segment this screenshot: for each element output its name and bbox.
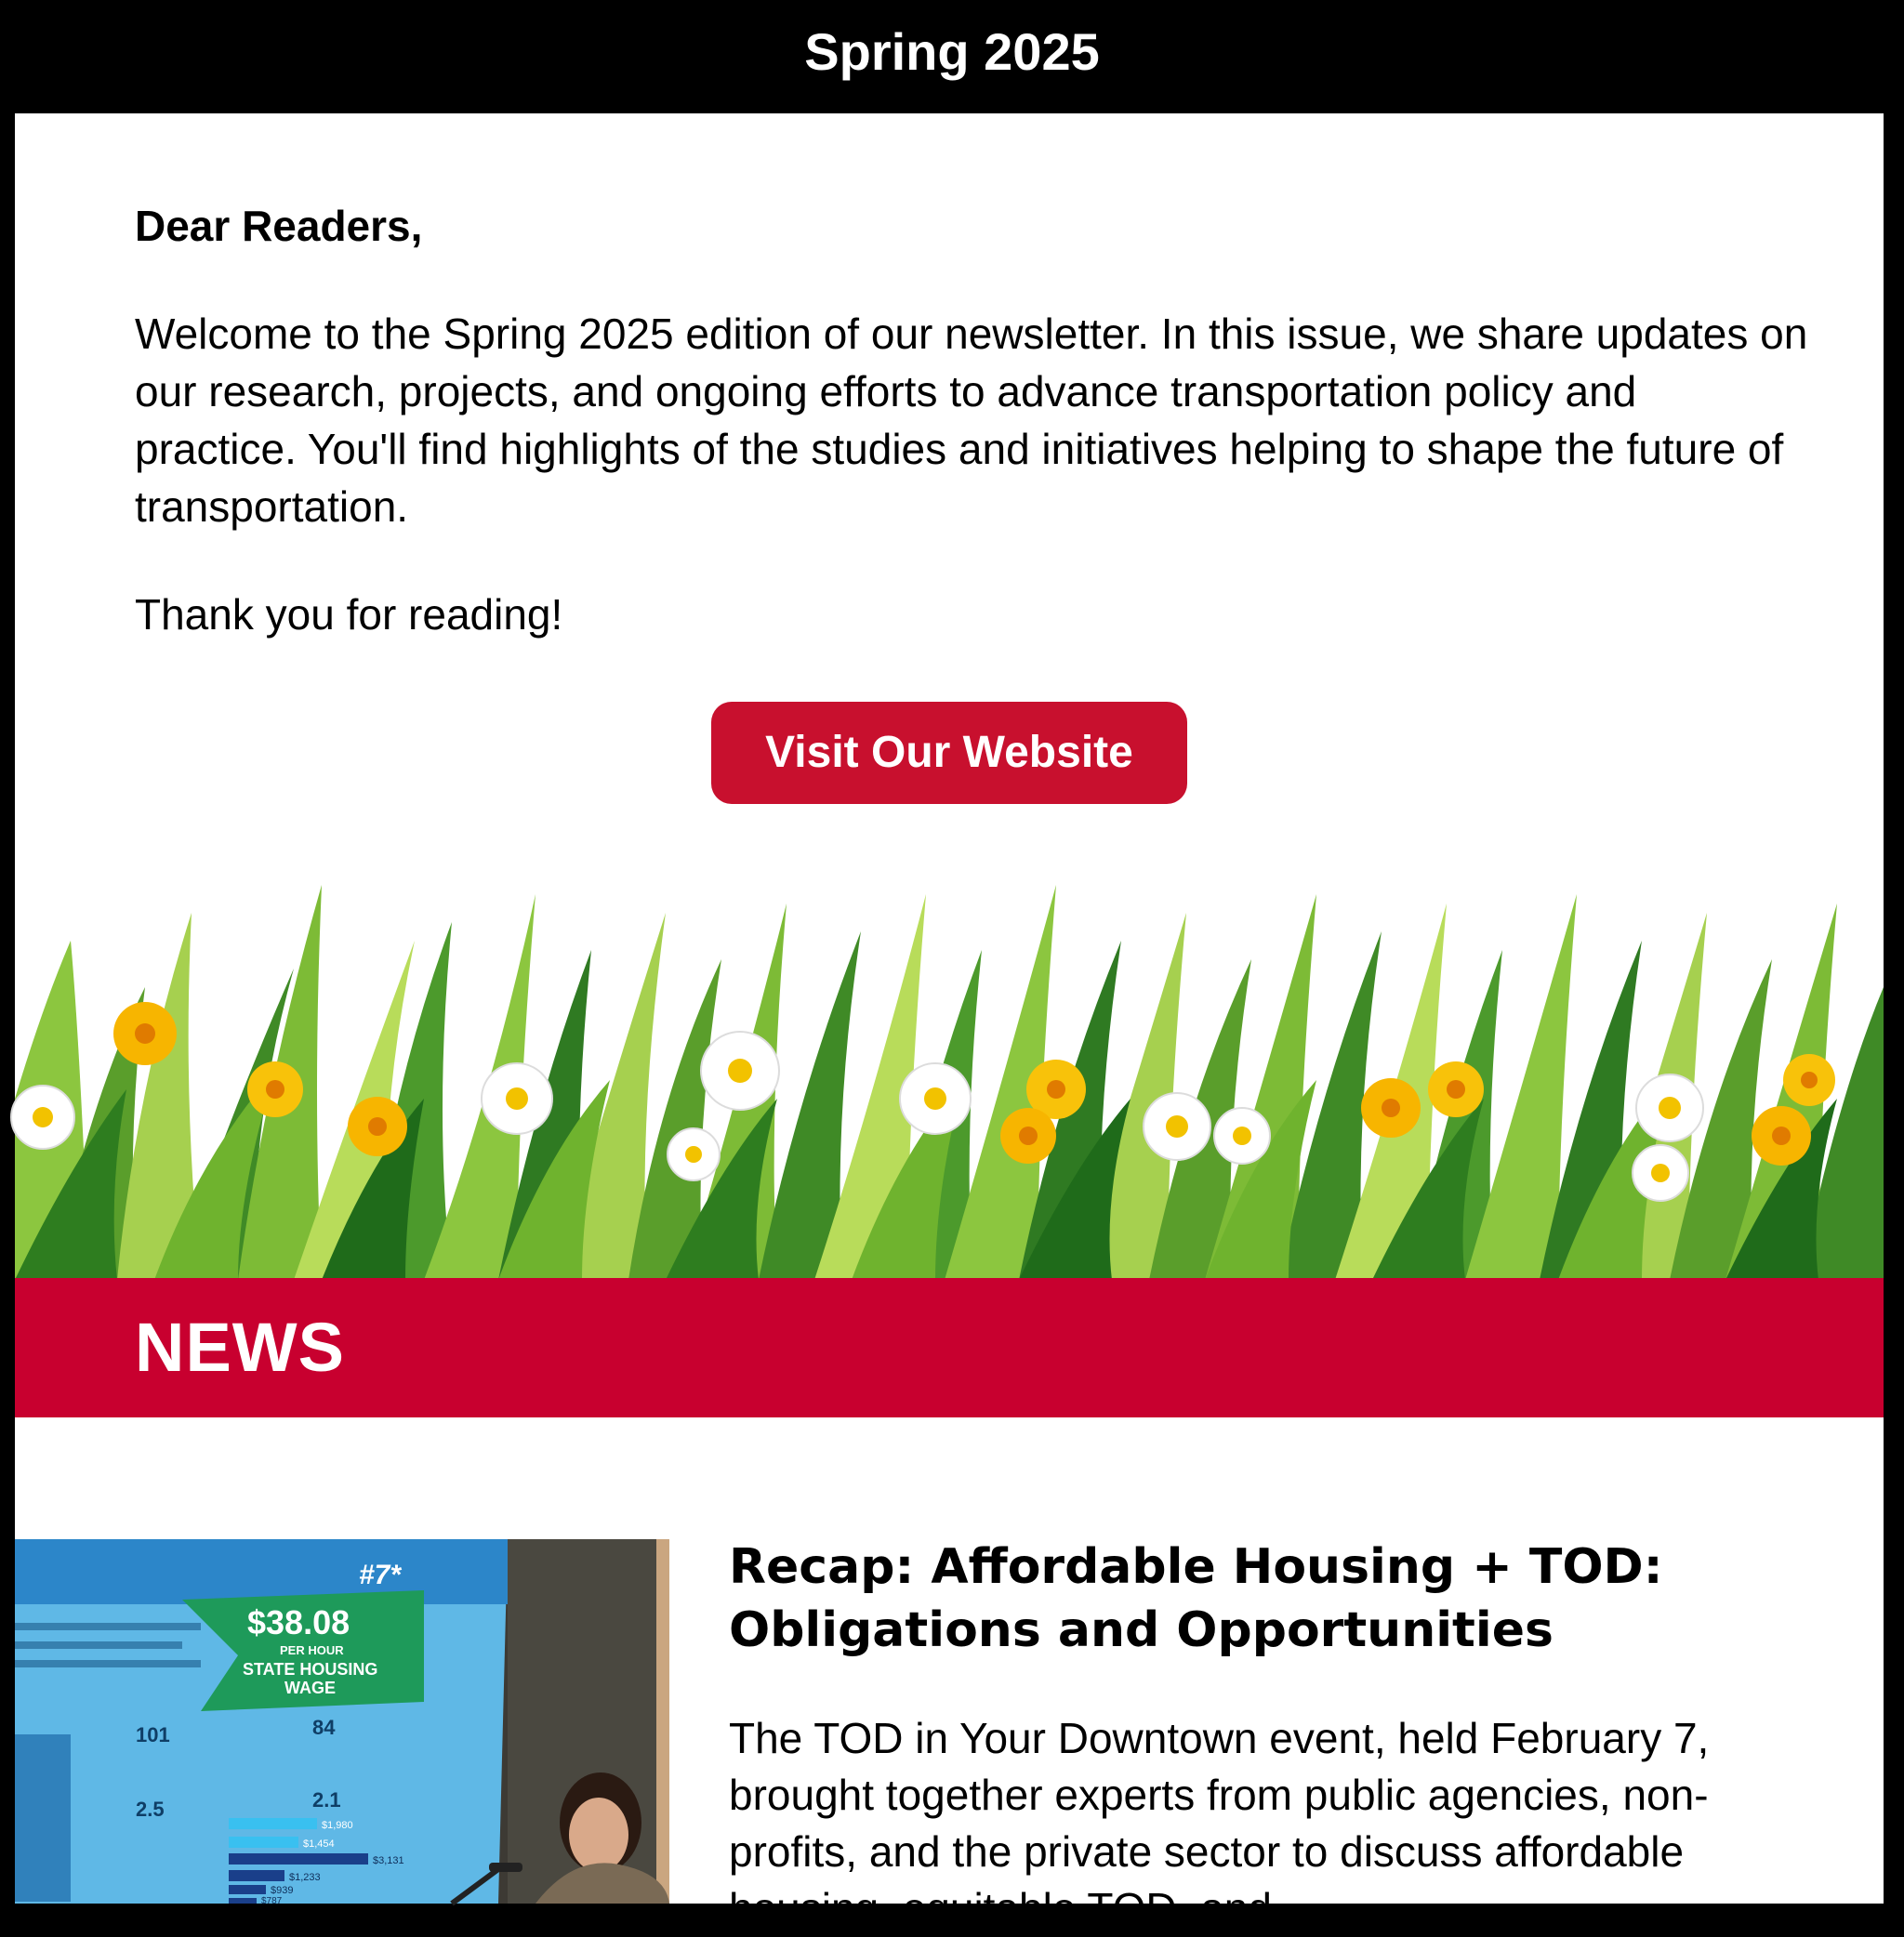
spring-meadow-illustration [15, 857, 1884, 1280]
photo-bar2: $1,454 [303, 1838, 335, 1850]
article-body: The TOD in Your Downtown event, held February 7, brought together experts from public agencies, non-profits, and the private sector to discuss affordable housing, equitable TOD, and [729, 1714, 1710, 1932]
edition-title: Spring 2025 [804, 22, 1100, 81]
intro-section [135, 197, 1808, 693]
photo-stat3: 2.5 [136, 1798, 165, 1821]
photo-stat1: 101 [136, 1723, 170, 1746]
event-photo-illustration [15, 1539, 669, 1904]
photo-bar1: $1,980 [322, 1820, 353, 1831]
photo-per-hour: PER HOUR [280, 1643, 344, 1657]
news-section-header [15, 1278, 1884, 1417]
photo-wage-label: STATE HOUSING [243, 1660, 378, 1679]
photo-bar3: $3,131 [373, 1855, 404, 1866]
article-title[interactable]: Recap: Affordable Housing + TOD: Obligations and Opportunities [729, 1539, 1663, 1658]
photo-bar6: $787 [261, 1896, 283, 1906]
greeting: Dear Readers, [135, 202, 423, 250]
closing-text: Thank you for reading! [135, 590, 563, 639]
section-title: NEWS [135, 1309, 345, 1386]
photo-bar5: $939 [271, 1885, 294, 1896]
photo-stat4: 2.1 [312, 1788, 341, 1812]
photo-badge: #7* [359, 1560, 402, 1590]
news-article [729, 1535, 1826, 1937]
photo-wage: $38.08 [247, 1603, 350, 1641]
event-photo[interactable] [15, 1539, 669, 1904]
photo-stat2: 84 [312, 1716, 336, 1739]
cta-container [15, 702, 1884, 804]
intro-paragraph: Welcome to the Spring 2025 edition of our newsletter. In this issue, we share updates on our research, projects, and ongoing efforts to advance transportation policy and practice. You'll find highlights of the studies and initiatives helping to shape the future of transportation. [135, 310, 1808, 531]
photo-wage-label2: WAGE [284, 1679, 337, 1697]
newsletter-header [0, 0, 1904, 113]
visit-website-button[interactable]: Visit Our Website [711, 702, 1187, 804]
newsletter-body [15, 113, 1884, 1932]
photo-bar4: $1,233 [289, 1872, 321, 1883]
